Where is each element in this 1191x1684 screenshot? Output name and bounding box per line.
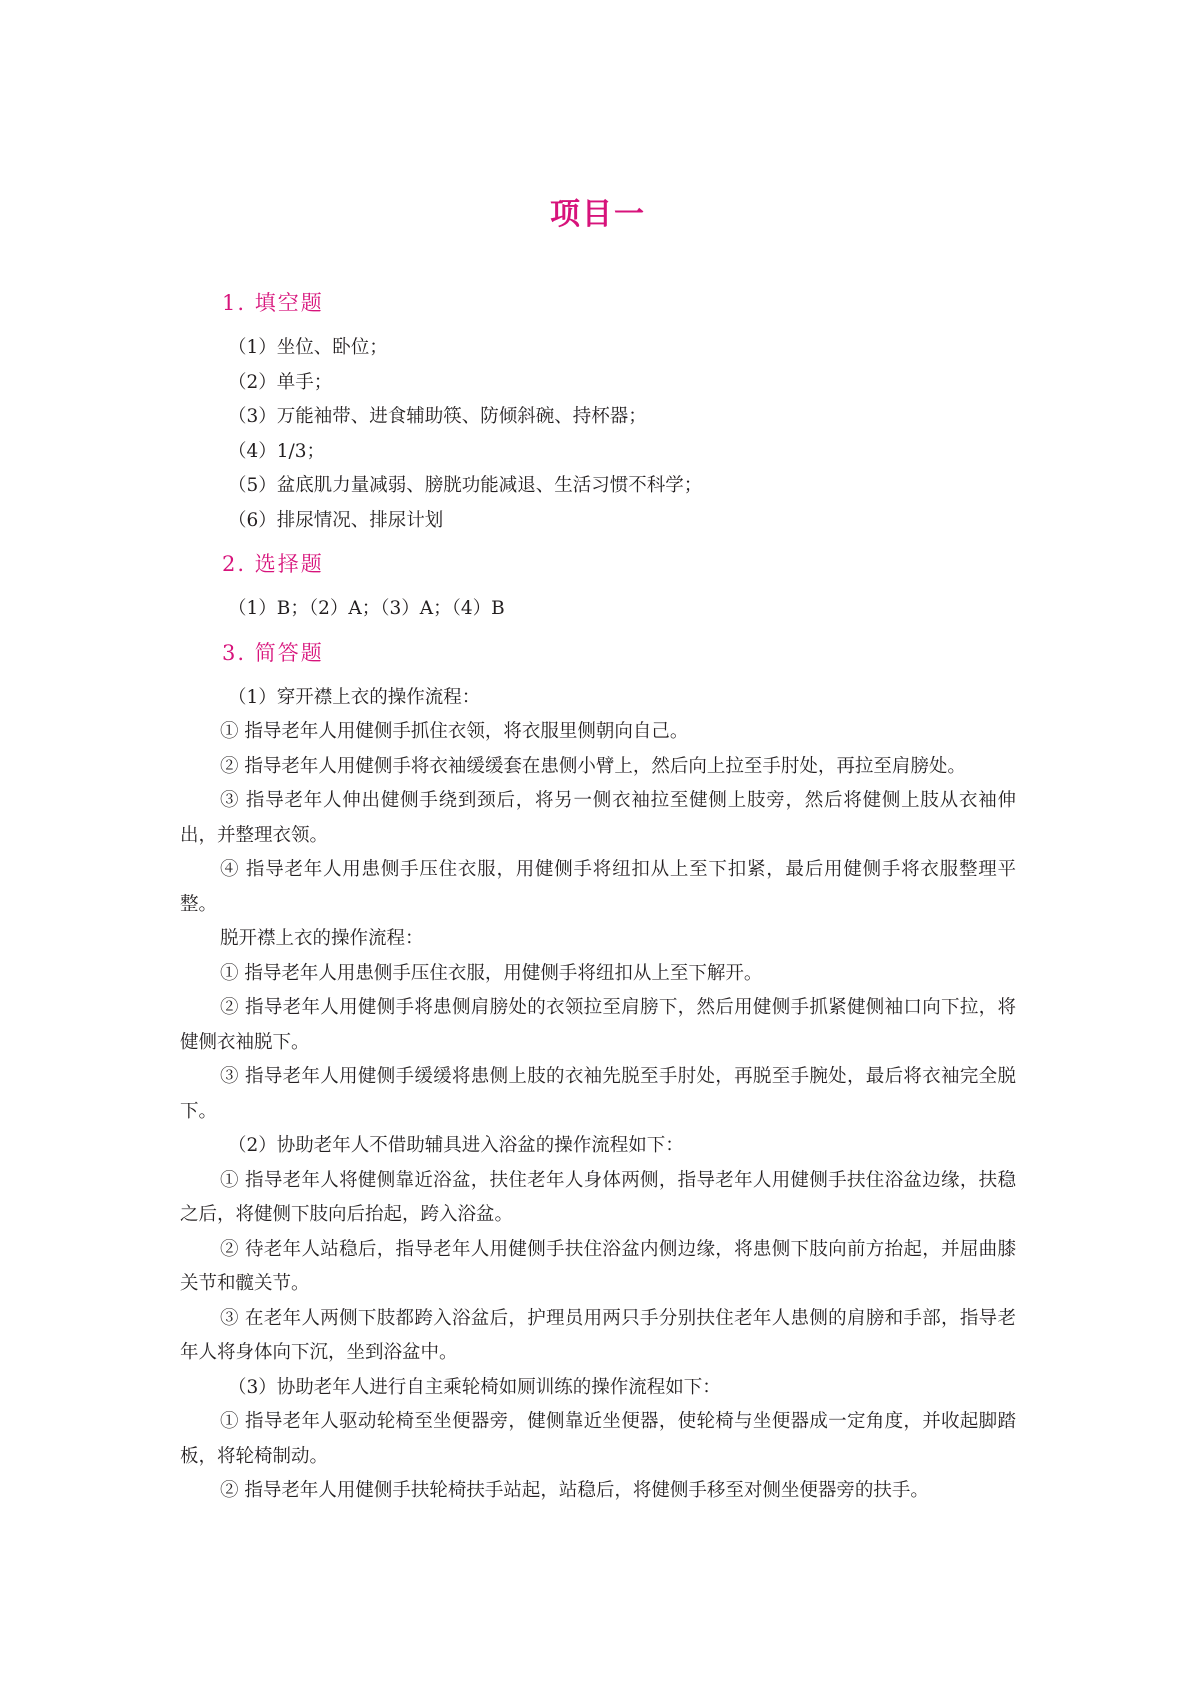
answer-paragraph: ③ 指导老年人伸出健侧手绕到颈后，将另一侧衣袖拉至健侧上肢旁，然后将健侧上肢从衣袖伸出，并整理衣领。 [180,790,1016,846]
answer-paragraph: ② 待老年人站稳后，指导老年人用健侧手扶住浴盆内侧边缘，将患侧下肢向前方抬起，并屈曲膝关节和髋关节。 [180,1238,1016,1294]
answer-line: （2）单手； [228,371,333,393]
answer-subheading: 脱开襟上衣的操作流程： [220,928,424,949]
answer-paragraph: ② 指导老年人用健侧手将衣袖缓缓套在患侧小臂上，然后向上拉至手肘处，再拉至肩膀处。 [220,755,966,777]
section-heading: 3. 简答题 [222,640,324,665]
section-heading: 2. 选择题 [222,552,324,576]
answer-paragraph: ① 指导老年人用健侧手抓住衣领，将衣服里侧朝向自己。 [220,721,689,742]
answer-subheading: （1）穿开襟上衣的操作流程： [228,686,481,708]
answer-line: （5）盆底肌力量减弱、膀胱功能减退、生活习惯不科学； [228,475,703,496]
answer-paragraph: ① 指导老年人用患侧手压住衣服，用健侧手将纽扣从上至下解开。 [220,962,763,984]
answer-line: （4）1/3； [228,440,326,462]
answer-paragraph: ② 指导老年人用健侧手扶轮椅扶手站起，站稳后，将健侧手移至对侧坐便器旁的扶手。 [220,1480,929,1501]
page-title: 项目一 [550,197,646,232]
answer-paragraph: ① 指导老年人驱动轮椅至坐便器旁，健侧靠近坐便器，使轮椅与坐便器成一定角度，并收起脚踏板，将轮椅制动。 [180,1411,1016,1467]
answer-line: （1）坐位、卧位； [228,337,388,358]
answer-paragraph: ③ 指导老年人用健侧手缓缓将患侧上肢的衣袖先脱至手肘处，再脱至手腕处，最后将衣袖完全脱下。 [180,1066,1016,1122]
section-multiple-choice [180,550,1016,627]
answer-paragraph: ③ 在老年人两侧下肢都跨入浴盆后，护理员用两只手分别扶住老年人患侧的肩膀和手部，指导老年人将身体向下沉，坐到浴盆中。 [180,1307,1016,1363]
answer-subheading: （2）协助老年人不借助辅具进入浴盆的操作流程如下： [228,1135,684,1156]
answer-line: （6）排尿情况、排尿计划 [228,509,444,531]
section-heading: 1. 填空题 [222,291,324,315]
answer-line: （1）B；（2）A；（3）A；（4）B [228,598,505,619]
answer-paragraph: ① 指导老年人将健侧靠近浴盆，扶住老年人身体两侧，指导老年人用健侧手扶住浴盆边缘，扶稳之后，将健侧下肢向后抬起，跨入浴盆。 [180,1169,1016,1225]
answer-paragraph: ② 指导老年人用健侧手将患侧肩膀处的衣领拉至肩膀下，然后用健侧手抓紧健侧袖口向下拉，将健侧衣袖脱下。 [180,997,1016,1053]
answer-paragraph: ④ 指导老年人用患侧手压住衣服，用健侧手将纽扣从上至下扣紧，最后用健侧手将衣服整理平整。 [180,859,1016,915]
answer-line: （3）万能袖带、进食辅助筷、防倾斜碗、持杯器； [228,406,647,427]
section-short-answer [180,639,1016,1509]
answer-subheading: （3）协助老年人进行自主乘轮椅如厕训练的操作流程如下： [228,1376,721,1398]
section-fill-in-blank [180,289,1016,538]
